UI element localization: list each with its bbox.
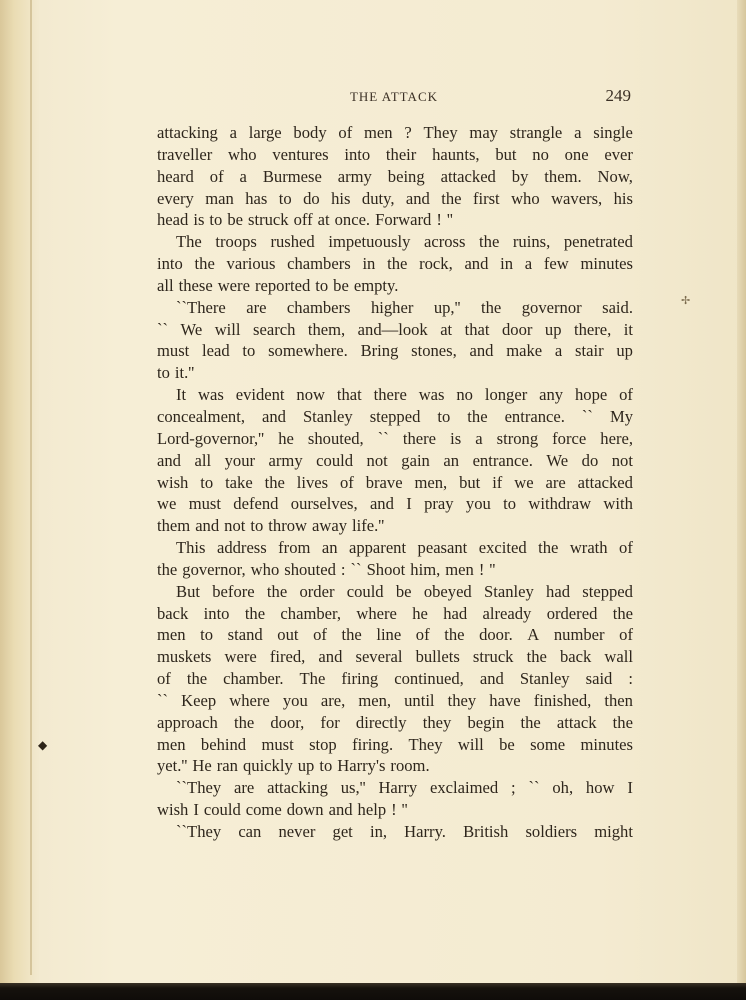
text-line: ``They can never get in, Harry. British soldiers might (176, 822, 633, 841)
text-line: traveller who ventures into their haunts, but no one ever (157, 144, 633, 164)
text-line: `` We will search them, and—look at that door up there, it (157, 319, 633, 339)
text-line: yet.'' He ran quickly up to Harry's room. (157, 756, 430, 776)
gutter-line (30, 0, 32, 975)
page-right-edge (737, 0, 746, 985)
text-line: concealment, and Stanley stepped to the entrance. `` My (157, 406, 633, 426)
page-binding (0, 0, 32, 985)
text-line: It was evident now that there was no longer any hope of (176, 385, 633, 405)
body-text (157, 122, 633, 843)
margin-mark: ✢ (681, 294, 691, 307)
text-line: But before the order could be obeyed Stanley had stepped (176, 581, 633, 601)
text-line: wish to take the lives of brave men, but if we are attacked (157, 472, 633, 492)
text-line: into the various chambers in the rock, and in a few minutes (157, 254, 633, 274)
text-line: This address from an apparent peasant excited the wrath of (176, 538, 633, 558)
text-line: men to stand out of the line of the door. A number of (157, 625, 633, 645)
text-line: we must defend ourselves, and I pray you to withdraw with (157, 494, 633, 514)
text-line: and all your army could not gain an entrance. We do not (157, 450, 633, 470)
text-line: head is to be struck off at once. Forward ! '' (157, 210, 453, 230)
text-line: the governor, who shouted : `` Shoot him, men ! '' (157, 559, 496, 579)
text-line: muskets were fired, and several bullets struck the back wall (157, 647, 633, 667)
text-line: The troops rushed impetuously across the ruins, penetrated (176, 232, 633, 252)
text-line: heard of a Burmese army being attacked by them. Now, (157, 166, 633, 186)
text-line: `` Keep where you are, men, until they have finished, then (157, 690, 633, 710)
running-head: THE ATTACK (349, 89, 439, 104)
text-line: Lord-governor,'' he shouted, `` there is a strong force here, (157, 428, 633, 448)
margin-mark: ◆ (38, 738, 48, 752)
text-line: all these were reported to be empty. (157, 275, 399, 295)
page-bottom-edge (0, 983, 746, 1000)
text-line: must lead to somewhere. Bring stones, and make a stair up (157, 341, 633, 361)
text-line: wish I could come down and help ! '' (157, 800, 408, 820)
text-line: ``They are attacking us,'' Harry exclaimed ; `` oh, how I (176, 778, 633, 798)
text-line: men behind must stop firing. They will be some minutes (157, 734, 633, 754)
text-line: back into the chamber, where he had already ordered the (157, 603, 633, 623)
text-line: to it.'' (157, 363, 195, 383)
text-line: every man has to do his duty, and the first who wavers, his (157, 188, 633, 208)
text-line: them and not to throw away life.'' (157, 516, 385, 536)
page-header (155, 86, 633, 108)
page-number: 249 (605, 86, 631, 105)
text-line: of the chamber. The firing continued, and Stanley said : (157, 669, 633, 689)
text-line: attacking a large body of men ? They may strangle a single (157, 123, 633, 142)
text-line: ``There are chambers higher up,'' the governor said. (176, 297, 633, 317)
text-line: approach the door, for directly they begin the attack the (157, 712, 633, 732)
